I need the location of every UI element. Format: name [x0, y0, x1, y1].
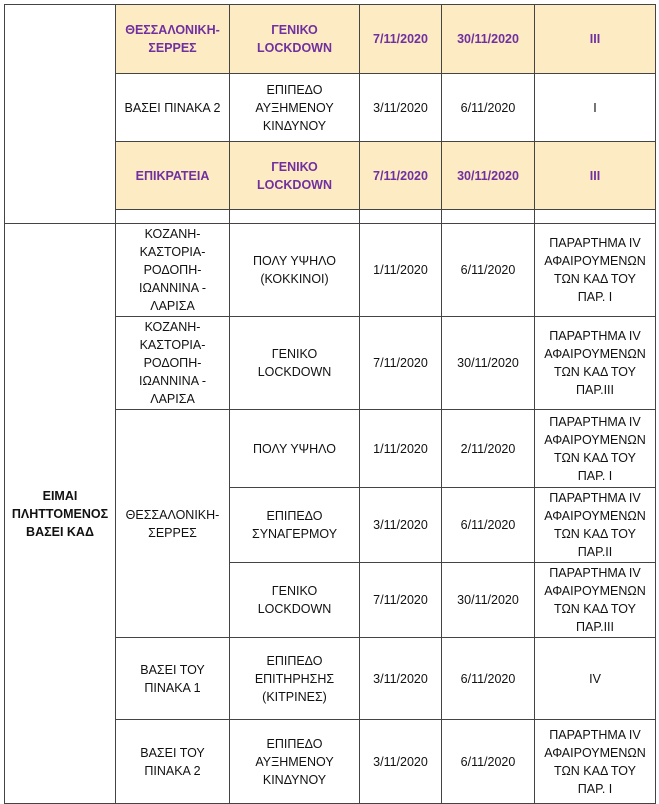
to-date-cell: 6/11/2020 — [442, 720, 535, 804]
area-cell: ΒΑΣΕΙ ΤΟΥ ΠΙΝΑΚΑ 1 — [116, 638, 230, 720]
annex-cell: ΠΑΡΑΡΤΗΜΑ IV ΑΦΑΙΡΟΥΜΕΝΩΝ ΤΩΝ ΚΑΔ ΤΟΥ ΠΑΡ. I — [535, 410, 656, 488]
level-cell: ΓΕΝΙΚΟ LOCKDOWN — [230, 317, 360, 410]
blank-cell — [116, 210, 230, 224]
from-date-cell: 1/11/2020 — [360, 224, 442, 317]
level-cell: ΕΠΙΠΕΔΟ ΕΠΙΤΗΡΗΣΗΣ (ΚΙΤΡΙΝΕΣ) — [230, 638, 360, 720]
blank-cell — [360, 210, 442, 224]
from-date-cell: 3/11/2020 — [360, 74, 442, 142]
blank-cell — [535, 210, 656, 224]
from-date-cell: 7/11/2020 — [360, 563, 442, 638]
annex-cell: ΠΑΡΑΡΤΗΜΑ IV ΑΦΑΙΡΟΥΜΕΝΩΝ ΤΩΝ ΚΑΔ ΤΟΥ ΠΑΡ.II — [535, 488, 656, 563]
section-label: ΕΙΜΑΙ ΠΛΗΤΤΟΜΕΝΟΣ ΒΑΣΕΙ ΚΑΔ — [5, 224, 116, 804]
area-cell: ΚΟΖΑΝΗ- ΚΑΣΤΟΡΙΑ- ΡΟΔΟΠΗ- ΙΩΑΝΝΙΝΑ - ΛΑΡΙΣΑ — [116, 317, 230, 410]
to-date-cell: 6/11/2020 — [442, 74, 535, 142]
level-cell: ΕΠΙΠΕΔΟ ΑΥΞΗΜΕΝΟΥ ΚΙΝΔΥΝΟΥ — [230, 720, 360, 804]
level-cell: ΓΕΝΙΚΟ LOCKDOWN — [230, 5, 360, 74]
annex-cell: I — [535, 74, 656, 142]
area-cell: ΒΑΣΕΙ ΠΙΝΑΚΑ 2 — [116, 74, 230, 142]
to-date-cell: 6/11/2020 — [442, 224, 535, 317]
annex-cell: III — [535, 142, 656, 210]
to-date-cell: 30/11/2020 — [442, 5, 535, 74]
level-cell: ΠΟΛΥ ΥΨΗΛΟ (ΚΟΚΚΙΝΟΙ) — [230, 224, 360, 317]
from-date-cell: 1/11/2020 — [360, 410, 442, 488]
annex-cell: III — [535, 5, 656, 74]
from-date-cell: 7/11/2020 — [360, 5, 442, 74]
to-date-cell: 6/11/2020 — [442, 638, 535, 720]
table-row — [5, 224, 656, 317]
from-date-cell: 7/11/2020 — [360, 317, 442, 410]
area-cell: ΘΕΣΣΑΛΟΝΙΚΗ- ΣΕΡΡΕΣ — [116, 5, 230, 74]
level-cell: ΕΠΙΠΕΔΟ ΑΥΞΗΜΕΝΟΥ ΚΙΝΔΥΝΟΥ — [230, 74, 360, 142]
area-cell: ΚΟΖΑΝΗ- ΚΑΣΤΟΡΙΑ- ΡΟΔΟΠΗ- ΙΩΑΝΝΙΝΑ - ΛΑΡΙΣΑ — [116, 224, 230, 317]
to-date-cell: 30/11/2020 — [442, 317, 535, 410]
level-cell: ΕΠΙΠΕΔΟ ΣΥΝΑΓΕΡΜΟΥ — [230, 488, 360, 563]
level-cell: ΠΟΛΥ ΥΨΗΛΟ — [230, 410, 360, 488]
to-date-cell: 30/11/2020 — [442, 563, 535, 638]
from-date-cell: 3/11/2020 — [360, 638, 442, 720]
from-date-cell: 7/11/2020 — [360, 142, 442, 210]
annex-cell: ΠΑΡΑΡΤΗΜΑ IV ΑΦΑΙΡΟΥΜΕΝΩΝ ΤΩΝ ΚΑΔ ΤΟΥ ΠΑΡ. I — [535, 720, 656, 804]
measures-table — [4, 4, 656, 804]
to-date-cell: 6/11/2020 — [442, 488, 535, 563]
level-cell: ΓΕΝΙΚΟ LOCKDOWN — [230, 142, 360, 210]
to-date-cell: 2/11/2020 — [442, 410, 535, 488]
annex-cell: ΠΑΡΑΡΤΗΜΑ IV ΑΦΑΙΡΟΥΜΕΝΩΝ ΤΩΝ ΚΑΔ ΤΟΥ ΠΑΡ.III — [535, 563, 656, 638]
to-date-cell: 30/11/2020 — [442, 142, 535, 210]
area-cell: ΕΠΙΚΡΑΤΕΙΑ — [116, 142, 230, 210]
table-row — [5, 5, 656, 74]
level-cell: ΓΕΝΙΚΟ LOCKDOWN — [230, 563, 360, 638]
blank-cell — [442, 210, 535, 224]
annex-cell: ΠΑΡΑΡΤΗΜΑ IV ΑΦΑΙΡΟΥΜΕΝΩΝ ΤΩΝ ΚΑΔ ΤΟΥ ΠΑΡ.III — [535, 317, 656, 410]
area-cell: ΒΑΣΕΙ ΤΟΥ ΠΙΝΑΚΑ 2 — [116, 720, 230, 804]
annex-cell: ΠΑΡΑΡΤΗΜΑ IV ΑΦΑΙΡΟΥΜΕΝΩΝ ΤΩΝ ΚΑΔ ΤΟΥ ΠΑΡ. I — [535, 224, 656, 317]
annex-cell: IV — [535, 638, 656, 720]
area-cell: ΘΕΣΣΑΛΟΝΙΚΗ- ΣΕΡΡΕΣ — [116, 410, 230, 638]
from-date-cell: 3/11/2020 — [360, 720, 442, 804]
from-date-cell: 3/11/2020 — [360, 488, 442, 563]
blank-cell — [230, 210, 360, 224]
blank-cell — [5, 5, 116, 224]
